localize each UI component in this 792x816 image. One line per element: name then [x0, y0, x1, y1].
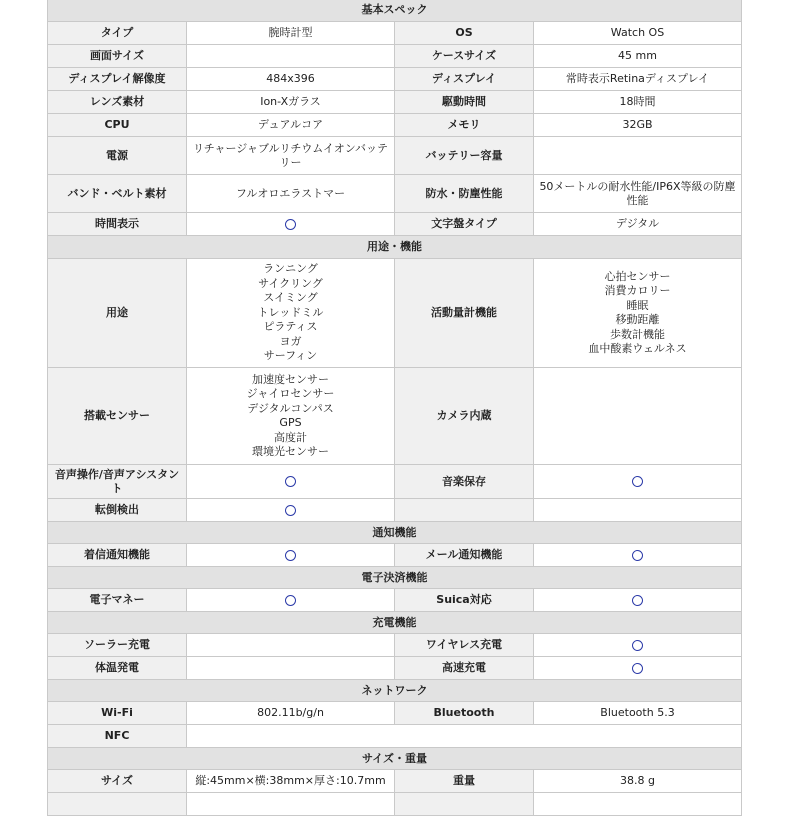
body-heat-value [187, 657, 395, 680]
call-notify-label: 着信通知機能 [48, 544, 187, 567]
solar-value [187, 634, 395, 657]
spec-row [48, 259, 742, 368]
time-display-label: 時間表示 [48, 213, 187, 236]
screen-size-value [187, 45, 395, 68]
mail-notify-value [534, 544, 742, 567]
spec-table [47, 0, 742, 816]
camera-value [534, 368, 742, 465]
section-size-header: サイズ・重量 [48, 748, 742, 770]
spec-row [48, 68, 742, 91]
mail-notify-label: メール通知機能 [395, 544, 534, 567]
circle-mark-icon [632, 595, 643, 606]
runtime-value: 18時間 [534, 91, 742, 114]
list-item: 環境光センサー [252, 445, 329, 458]
list-item: 睡眠 [626, 298, 649, 312]
spec-row [48, 657, 742, 680]
spec-row [48, 465, 742, 499]
case-size-label: ケースサイズ [395, 45, 534, 68]
section-usage-header: 用途・機能 [48, 236, 742, 259]
spec-row [48, 137, 742, 175]
solar-label: ソーラー充電 [48, 634, 187, 657]
band-value: フルオロエラストマー [187, 175, 395, 213]
spec-row [48, 725, 742, 748]
cpu-label: CPU [48, 114, 187, 137]
list-item: GPS [279, 416, 302, 429]
memory-value: 32GB [534, 114, 742, 137]
display-label: ディスプレイ [395, 68, 534, 91]
fast-charge-value [534, 657, 742, 680]
spec-row [48, 22, 742, 45]
suica-value [534, 589, 742, 612]
power-label: 電源 [48, 137, 187, 175]
circle-mark-icon [632, 550, 643, 561]
dial-value: デジタル [534, 213, 742, 236]
spec-row [48, 368, 742, 465]
section-payment-row [48, 567, 742, 589]
sensor-list [187, 368, 395, 465]
dial-label: 文字盤タイプ [395, 213, 534, 236]
power-value: リチャージャブルリチウムイオンバッテリー [187, 137, 395, 175]
type-value: 腕時計型 [187, 22, 395, 45]
fall-label: 転倒検出 [48, 499, 187, 522]
spec-row [48, 770, 742, 793]
list-item: 血中酸素ウェルネス [588, 342, 687, 355]
spec-row [48, 175, 742, 213]
section-basic-row [48, 0, 742, 22]
runtime-label: 駆動時間 [395, 91, 534, 114]
suica-label: Suica対応 [395, 589, 534, 612]
partial-label [48, 793, 187, 816]
list-item: ピラティス [263, 320, 318, 334]
type-label: タイプ [48, 22, 187, 45]
circle-mark-icon [632, 476, 643, 487]
case-size-value: 45 mm [534, 45, 742, 68]
lens-label: レンズ素材 [48, 91, 187, 114]
list-item: ランニング [263, 262, 318, 276]
music-value [534, 465, 742, 499]
os-value: Watch OS [534, 22, 742, 45]
sensor-label: 搭載センサー [48, 368, 187, 465]
section-usage-row [48, 236, 742, 259]
circle-mark-icon [285, 219, 296, 230]
activity-list [534, 259, 742, 368]
list-item: ヨガ [279, 334, 302, 348]
partial-label [395, 793, 534, 816]
purpose-list [187, 259, 395, 368]
spec-row [48, 634, 742, 657]
memory-label: メモリ [395, 114, 534, 137]
bluetooth-label: Bluetooth [395, 702, 534, 725]
section-notify-header: 通知機能 [48, 522, 742, 544]
section-notify-row [48, 522, 742, 544]
spec-row [48, 213, 742, 236]
circle-mark-icon [285, 505, 296, 516]
battery-value [534, 137, 742, 175]
weight-value: 38.8 g [534, 770, 742, 793]
section-size-row [48, 748, 742, 770]
section-charge-header: 充電機能 [48, 612, 742, 634]
spec-row [48, 544, 742, 567]
spec-row [48, 91, 742, 114]
list-item: 消費カロリー [604, 284, 671, 297]
waterproof-value: 50メートルの耐水性能/IP6X等級の防塵性能 [534, 175, 742, 213]
circle-mark-icon [285, 595, 296, 606]
call-notify-value [187, 544, 395, 567]
partial-value [187, 793, 395, 816]
lens-value: Ion-Xガラス [187, 91, 395, 114]
waterproof-label: 防水・防塵性能 [395, 175, 534, 213]
spec-row [48, 702, 742, 725]
empty-label [395, 499, 534, 522]
list-item: 移動距離 [615, 313, 660, 326]
band-label: バンド・ベルト素材 [48, 175, 187, 213]
section-network-header: ネットワーク [48, 680, 742, 702]
list-item: 心拍センサー [604, 269, 671, 283]
fast-charge-label: 高速充電 [395, 657, 534, 680]
empty-value [534, 499, 742, 522]
list-item: 歩数計機能 [610, 327, 665, 341]
nfc-value [187, 725, 742, 748]
body-heat-label: 体温発電 [48, 657, 187, 680]
fall-value [187, 499, 395, 522]
cpu-value: デュアルコア [187, 114, 395, 137]
spec-row-partial [48, 793, 742, 816]
voice-label: 音声操作/音声アシスタント [48, 465, 187, 499]
emoney-value [187, 589, 395, 612]
list-item: サイクリング [258, 276, 323, 290]
nfc-label: NFC [48, 725, 187, 748]
spec-row [48, 45, 742, 68]
resolution-label: ディスプレイ解像度 [48, 68, 187, 91]
list-item: ジャイロセンサー [246, 387, 335, 400]
section-basic-header: 基本スペック [48, 0, 742, 22]
wireless-label: ワイヤレス充電 [395, 634, 534, 657]
list-item: 高度計 [274, 430, 307, 444]
display-value: 常時表示Retinaディスプレイ [534, 68, 742, 91]
section-payment-header: 電子決済機能 [48, 567, 742, 589]
list-item: 加速度センサー [252, 372, 329, 386]
wifi-value: 802.11b/g/n [187, 702, 395, 725]
voice-value [187, 465, 395, 499]
size-label: サイズ [48, 770, 187, 793]
weight-label: 重量 [395, 770, 534, 793]
list-item: サーフィン [263, 349, 318, 363]
spec-row [48, 589, 742, 612]
emoney-label: 電子マネー [48, 589, 187, 612]
camera-label: カメラ内蔵 [395, 368, 534, 465]
section-network-row [48, 680, 742, 702]
music-label: 音楽保存 [395, 465, 534, 499]
time-display-value [187, 213, 395, 236]
bluetooth-value: Bluetooth 5.3 [534, 702, 742, 725]
screen-size-label: 画面サイズ [48, 45, 187, 68]
activity-label: 活動量計機能 [395, 259, 534, 368]
wifi-label: Wi-Fi [48, 702, 187, 725]
list-item: スイミング [263, 291, 318, 305]
os-label: OS [395, 22, 534, 45]
size-value: 縦:45mm×横:38mm×厚さ:10.7mm [187, 770, 395, 793]
purpose-label: 用途 [48, 259, 187, 368]
wireless-value [534, 634, 742, 657]
partial-value [534, 793, 742, 816]
spec-row [48, 114, 742, 137]
circle-mark-icon [285, 550, 296, 561]
list-item: トレッドミル [257, 305, 324, 319]
resolution-value: 484x396 [187, 68, 395, 91]
circle-mark-icon [285, 476, 296, 487]
circle-mark-icon [632, 663, 643, 674]
section-charge-row [48, 612, 742, 634]
circle-mark-icon [632, 640, 643, 651]
list-item: デジタルコンパス [247, 401, 334, 415]
spec-row [48, 499, 742, 522]
battery-label: バッテリー容量 [395, 137, 534, 175]
